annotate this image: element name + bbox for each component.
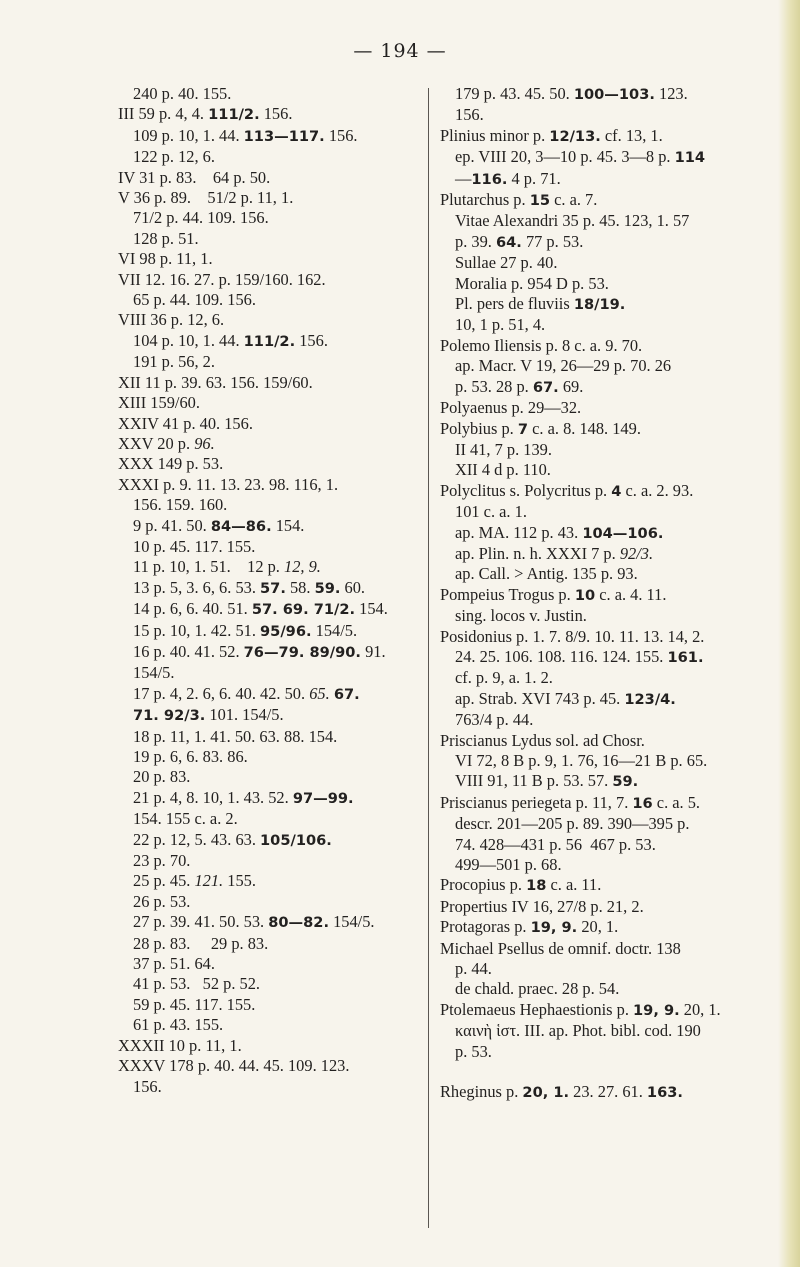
bold-page-ref: 18 — [526, 877, 547, 895]
index-text: 154/5. — [133, 663, 175, 683]
index-line — [118, 1015, 418, 1035]
index-line — [440, 336, 775, 356]
index-text: 61 p. 43. 155. — [133, 1015, 224, 1035]
index-text: Propertius IV 16, 27/8 p. 21, 2. — [440, 896, 644, 916]
index-text: Posidonius p. 1. 7. 8/9. 10. 11. 13. 14, 2. — [440, 626, 705, 646]
index-line — [118, 954, 418, 974]
index-text: 156. — [324, 125, 358, 145]
bold-page-ref: 116. — [471, 170, 508, 188]
index-line — [440, 647, 775, 668]
index-text: 10, 1 p. 51, 4. — [455, 315, 546, 335]
index-text: sing. locos v. Justin. — [455, 606, 587, 626]
index-text: 156. — [455, 105, 484, 125]
index-line — [118, 249, 418, 269]
index-text: 101 c. a. 1. — [455, 502, 527, 522]
index-line — [118, 1077, 418, 1097]
index-line — [440, 627, 775, 647]
bold-page-ref: 104—106. — [582, 524, 664, 542]
index-text: XII 11 p. 39. 63. 156. 159/60. — [118, 372, 313, 392]
index-text: 59 p. 45. 117. 155. — [133, 994, 256, 1014]
bold-page-ref: 163. — [646, 1084, 683, 1102]
index-text: 37 p. 51. 64. — [133, 954, 215, 974]
index-line — [118, 352, 418, 372]
bold-page-ref: 114 — [674, 149, 706, 167]
index-line — [440, 274, 775, 294]
bold-page-ref: 84—86. — [210, 517, 272, 535]
index-text: c. a. 5. — [652, 792, 701, 812]
bold-page-ref: 105/106. — [260, 831, 332, 849]
index-text: Polemo Iliensis p. 8 c. a. 9. 70. — [440, 335, 643, 355]
index-line — [440, 1062, 775, 1082]
index-text: ap. Plin. n. h. XXXI 7 p. — [455, 543, 620, 563]
index-line — [440, 544, 775, 564]
index-text: 74. 428—431 p. 56 467 p. 53. — [455, 834, 656, 854]
index-text: 4 p. 71. — [507, 168, 561, 188]
index-line — [440, 169, 775, 190]
index-line — [440, 419, 775, 440]
index-text: c. a. 8. 148. 149. — [528, 418, 641, 438]
index-line — [118, 912, 418, 933]
index-line — [440, 253, 775, 273]
index-text: Polybius p. — [440, 418, 518, 438]
index-text: 14 p. 6, 6. 40. 51. — [133, 599, 252, 619]
index-text: Vitae Alexandri 35 p. 45. 123, 1. 57 — [455, 211, 690, 231]
index-text: 13 p. 5, 3. 6, 6. 53. — [133, 577, 261, 597]
index-line — [118, 557, 418, 577]
index-text: XXIV 41 p. 40. 156. — [118, 413, 253, 433]
index-text: 24. 25. 106. 108. 116. 124. 155. — [455, 646, 668, 666]
index-text: Sullae 27 p. 40. — [455, 253, 558, 273]
index-line — [440, 190, 775, 211]
index-text: 191 p. 56, 2. — [133, 352, 215, 372]
index-text: 23. 27. 61. — [569, 1082, 647, 1102]
index-line — [118, 414, 418, 434]
index-text: 240 p. 40. 155. — [133, 84, 232, 103]
bold-page-ref: 123/4. — [624, 690, 676, 708]
index-text: 154/5. — [311, 620, 358, 640]
index-line — [118, 331, 418, 352]
index-text: ap. Strab. XVI 743 p. 45. — [455, 688, 625, 708]
bold-page-ref: 97—99. — [292, 789, 354, 807]
index-line — [118, 84, 418, 104]
index-line — [440, 147, 775, 168]
index-line — [118, 516, 418, 537]
index-line — [440, 523, 775, 544]
bold-page-ref: 100—103. — [573, 86, 655, 103]
index-text: Polyaenus p. 29—32. — [440, 398, 582, 418]
index-text: Procopius p. — [440, 875, 527, 895]
index-line — [440, 564, 775, 584]
bold-page-ref: 19, 9. — [633, 1001, 680, 1019]
index-text: 101. 154/5. — [205, 705, 284, 725]
index-text: XXXV 178 p. 40. 44. 45. 109. 123. — [118, 1056, 350, 1076]
index-text: 156. — [133, 1076, 162, 1096]
index-text: 28 p. 83. 29 p. 83. — [133, 933, 269, 953]
index-text: XII 4 d p. 110. — [455, 460, 551, 480]
bold-page-ref: 113—117. — [243, 127, 325, 145]
bold-page-ref: 18/19. — [573, 296, 626, 314]
italic-page-ref: 96. — [194, 433, 215, 453]
index-text: 9 p. 41. 50. — [133, 515, 211, 535]
index-line — [118, 705, 418, 726]
index-text: 27 p. 39. 41. 50. 53. — [133, 912, 269, 932]
index-text: 11 p. 10, 1. 51. 12 p. — [133, 557, 285, 577]
index-line — [118, 208, 418, 228]
index-line — [118, 767, 418, 787]
index-left-column — [118, 84, 418, 1097]
bold-page-ref: 111/2. — [208, 106, 260, 124]
index-text: 156. — [295, 330, 328, 350]
index-line — [118, 310, 418, 330]
index-text: 123. — [654, 84, 688, 103]
index-text: καινὴ ἱστ. III. ap. Phot. bibl. cod. 190 — [455, 1021, 701, 1041]
bold-page-ref: 95/96. — [260, 622, 312, 640]
index-line — [118, 434, 418, 454]
bold-page-ref: 57. — [260, 579, 286, 597]
bold-page-ref: 67. — [333, 685, 360, 703]
index-text: 499—501 p. 68. — [455, 855, 562, 875]
index-text: XXV 20 p. — [118, 433, 195, 453]
index-text: Pl. pers de fluviis — [455, 294, 574, 314]
index-text: V 36 p. 89. 51/2 p. 11, 1. — [118, 188, 294, 208]
index-line — [118, 454, 418, 474]
index-line — [118, 621, 418, 642]
index-text: 154/5. — [329, 912, 375, 932]
index-line — [118, 642, 418, 663]
index-line — [440, 855, 775, 875]
index-line — [440, 315, 775, 335]
index-text: Priscianus periegeta p. 11, 7. — [440, 792, 633, 812]
index-line — [440, 126, 775, 147]
index-text: VIII 36 p. 12, 6. — [118, 310, 225, 330]
index-text: XXXI p. 9. 11. 13. 23. 98. 116, 1. — [118, 474, 339, 494]
index-text: Pompeius Trogus p. — [440, 584, 575, 604]
index-text: 15 p. 10, 1. 42. 51. — [133, 620, 261, 640]
index-text: 156. 159. 160. — [133, 495, 228, 515]
index-line — [440, 481, 775, 502]
index-text: 154. — [271, 515, 305, 535]
index-line — [440, 771, 775, 792]
index-text: 156. — [259, 104, 293, 124]
index-text: p. 44. — [455, 959, 492, 979]
index-line — [118, 599, 418, 620]
index-line — [440, 835, 775, 855]
index-line — [440, 105, 775, 125]
index-line — [118, 1036, 418, 1056]
index-line — [440, 689, 775, 710]
index-line — [440, 710, 775, 730]
index-line — [118, 727, 418, 747]
bold-page-ref: 10 — [574, 586, 596, 604]
index-text: c. a. 2. 93. — [621, 480, 694, 500]
bold-page-ref: 80—82. — [268, 914, 329, 932]
index-line — [118, 871, 418, 891]
index-line — [440, 440, 775, 460]
italic-page-ref: 12, 9. — [284, 557, 321, 577]
index-line — [118, 188, 418, 208]
index-line — [118, 892, 418, 912]
index-line — [440, 793, 775, 814]
index-text: 23 p. 70. — [133, 851, 191, 871]
index-text: 109 p. 10, 1. 44. — [133, 125, 244, 145]
index-text: 10 p. 45. 117. 155. — [133, 536, 256, 556]
index-line — [118, 578, 418, 599]
index-line — [440, 751, 775, 771]
index-text: 104 p. 10, 1. 44. — [133, 330, 244, 350]
index-text: 122 p. 12, 6. — [133, 147, 215, 167]
index-text: Polyclitus s. Polycritus p. — [440, 480, 612, 500]
index-line — [118, 663, 418, 683]
index-line — [118, 830, 418, 851]
index-line — [440, 294, 775, 315]
index-line — [440, 814, 775, 834]
page-edge-shadow — [778, 0, 800, 1267]
bold-page-ref: 76—79. 89/90. — [243, 643, 361, 661]
index-line — [118, 393, 418, 413]
index-text: XXX 149 p. 53. — [118, 454, 224, 474]
bold-page-ref: 71. 92/3. — [133, 707, 206, 725]
index-line — [118, 851, 418, 871]
index-line — [440, 668, 775, 688]
index-line — [440, 1082, 775, 1103]
index-line — [440, 897, 775, 917]
index-line — [118, 684, 418, 705]
index-line — [440, 211, 775, 231]
italic-page-ref: 121. — [194, 871, 224, 891]
index-text: 60. — [340, 577, 366, 597]
index-text: ep. VIII 20, 3—10 p. 45. 3—8 p. — [455, 147, 675, 167]
index-text: XXXII 10 p. 11, 1. — [118, 1035, 242, 1055]
index-line — [440, 731, 775, 751]
index-text: Protagoras p. — [440, 917, 531, 937]
bold-page-ref: 19, 9. — [530, 919, 578, 937]
index-line — [440, 585, 775, 606]
index-text: 19 p. 6, 6. 83. 86. — [133, 747, 248, 766]
bold-page-ref: 161. — [667, 648, 704, 666]
index-text: Ptolemaeus Hephaestionis p. — [440, 999, 634, 1019]
index-text: 91. — [360, 641, 386, 661]
index-text: c. a. 4. 11. — [595, 584, 667, 604]
index-text: c. a. 7. — [550, 190, 598, 210]
index-line — [440, 356, 775, 376]
index-text: 154. — [355, 599, 388, 619]
bold-page-ref: 15 — [529, 192, 550, 210]
index-text: 18 p. 11, 1. 41. 50. 63. 88. 154. — [133, 726, 338, 746]
index-text: 41 p. 53. 52 p. 52. — [133, 974, 261, 994]
index-line — [440, 398, 775, 418]
index-text: cf. p. 9, a. 1. 2. — [455, 668, 553, 688]
index-text: 65 p. 44. 109. 156. — [133, 290, 256, 310]
index-text: cf. 13, 1. — [600, 125, 663, 145]
index-text: — — [455, 168, 472, 188]
index-text: VII 12. 16. 27. p. 159/160. 162. — [118, 269, 326, 289]
index-line — [118, 747, 418, 767]
index-text: c. a. 11. — [546, 875, 602, 895]
index-line — [440, 502, 775, 522]
index-text: 69. — [558, 376, 584, 396]
bold-page-ref: 20, 1. — [522, 1084, 570, 1102]
index-line — [440, 1000, 775, 1021]
index-text: VI 72, 8 B p. 9, 1. 76, 16—21 B p. 65. — [455, 751, 708, 770]
index-line — [440, 1021, 775, 1041]
index-line — [440, 875, 775, 896]
index-text: Plutarchus p. — [440, 190, 530, 210]
index-text: Moralia p. 954 D p. 53. — [455, 273, 609, 293]
index-text: VI 98 p. 11, 1. — [118, 249, 213, 269]
index-line — [118, 1056, 418, 1076]
index-text: p. 53. 28 p. — [455, 376, 533, 396]
index-line — [118, 229, 418, 249]
index-text: Plinius minor p. — [440, 125, 550, 145]
index-text: 16 p. 40. 41. 52. — [133, 641, 244, 661]
index-line — [440, 232, 775, 253]
index-line — [118, 809, 418, 829]
index-text: 763/4 p. 44. — [455, 710, 534, 730]
index-line — [118, 934, 418, 954]
index-text: p. 39. — [455, 231, 496, 251]
bold-page-ref: 4 — [611, 482, 622, 500]
index-text: ap. Macr. V 19, 26—29 p. 70. 26 — [455, 356, 672, 376]
index-text: 128 p. 51. — [133, 228, 199, 248]
bold-page-ref: 64. — [495, 233, 522, 251]
index-text: 22 p. 12, 5. 43. 63. — [133, 829, 261, 849]
index-text: p. 53. — [455, 1041, 492, 1061]
index-text: IV 31 p. 83. 64 p. 50. — [118, 167, 271, 187]
index-line — [118, 147, 418, 167]
index-text: 71/2 p. 44. 109. 156. — [133, 208, 269, 228]
index-text: ap. Call. > Antig. 135 p. 93. — [455, 564, 638, 584]
index-line — [118, 788, 418, 809]
bold-page-ref: 16 — [632, 794, 653, 812]
bold-page-ref: 12/13. — [549, 127, 601, 145]
index-text: II 41, 7 p. 139. — [455, 439, 552, 459]
index-line — [118, 270, 418, 290]
index-text: 20, 1. — [577, 917, 619, 937]
index-text: III 59 p. 4, 4. — [118, 104, 209, 124]
index-line — [118, 290, 418, 310]
index-text: 20, 1. — [679, 999, 721, 1019]
index-line — [118, 373, 418, 393]
index-text: descr. 201—205 p. 89. 390—395 p. — [455, 814, 690, 834]
italic-page-ref: 65. — [309, 683, 330, 703]
page-number: — 194 — — [353, 40, 447, 62]
index-text: 17 p. 4, 2. 6, 6. 40. 42. 50. — [133, 683, 310, 703]
bold-page-ref: 7 — [517, 420, 529, 438]
index-text: de chald. praec. 28 p. 54. — [455, 979, 620, 999]
bold-page-ref: 111/2. — [243, 332, 296, 350]
index-text: 155. — [223, 871, 256, 891]
bold-page-ref: 59. — [314, 579, 341, 597]
index-text: 154. 155 c. a. 2. — [133, 809, 238, 829]
index-right-column — [440, 84, 775, 1104]
index-line — [440, 84, 775, 105]
index-line — [440, 959, 775, 979]
index-line — [440, 606, 775, 626]
index-line — [440, 979, 775, 999]
index-text: 77 p. 53. — [521, 231, 584, 251]
index-text: VIII 91, 11 B p. 53. 57. — [455, 771, 613, 791]
index-text: 179 p. 43. 45. 50. — [455, 84, 574, 103]
bold-page-ref: 57. 69. 71/2. — [251, 601, 356, 619]
column-divider — [428, 88, 429, 1228]
index-text: XIII 159/60. — [118, 393, 200, 413]
index-text: 21 p. 4, 8. 10, 1. 43. 52. — [133, 787, 293, 807]
index-line — [118, 168, 418, 188]
index-line — [118, 995, 418, 1015]
index-line — [440, 917, 775, 938]
bold-page-ref: 59. — [612, 773, 639, 791]
index-text: ap. MA. 112 p. 43. — [455, 522, 583, 542]
index-text: 26 p. 53. — [133, 891, 191, 911]
index-line — [440, 939, 775, 959]
index-line — [118, 104, 418, 125]
bold-page-ref: 67. — [532, 378, 559, 396]
italic-page-ref: 92/3. — [619, 543, 654, 563]
index-line — [440, 377, 775, 398]
index-line — [118, 475, 418, 495]
index-line — [118, 126, 418, 147]
index-text: Priscianus Lydus sol. ad Chosr. — [440, 730, 645, 750]
index-line — [118, 495, 418, 515]
index-line — [440, 460, 775, 480]
index-line — [118, 974, 418, 994]
index-text: 25 p. 45. — [133, 871, 195, 891]
index-text: Rheginus p. — [440, 1082, 523, 1102]
index-text: 20 p. 83. — [133, 767, 191, 787]
index-line — [118, 537, 418, 557]
index-text: Michael Psellus de omnif. doctr. 138 — [440, 938, 681, 958]
index-line — [440, 1042, 775, 1062]
index-text: 58. — [285, 577, 315, 597]
